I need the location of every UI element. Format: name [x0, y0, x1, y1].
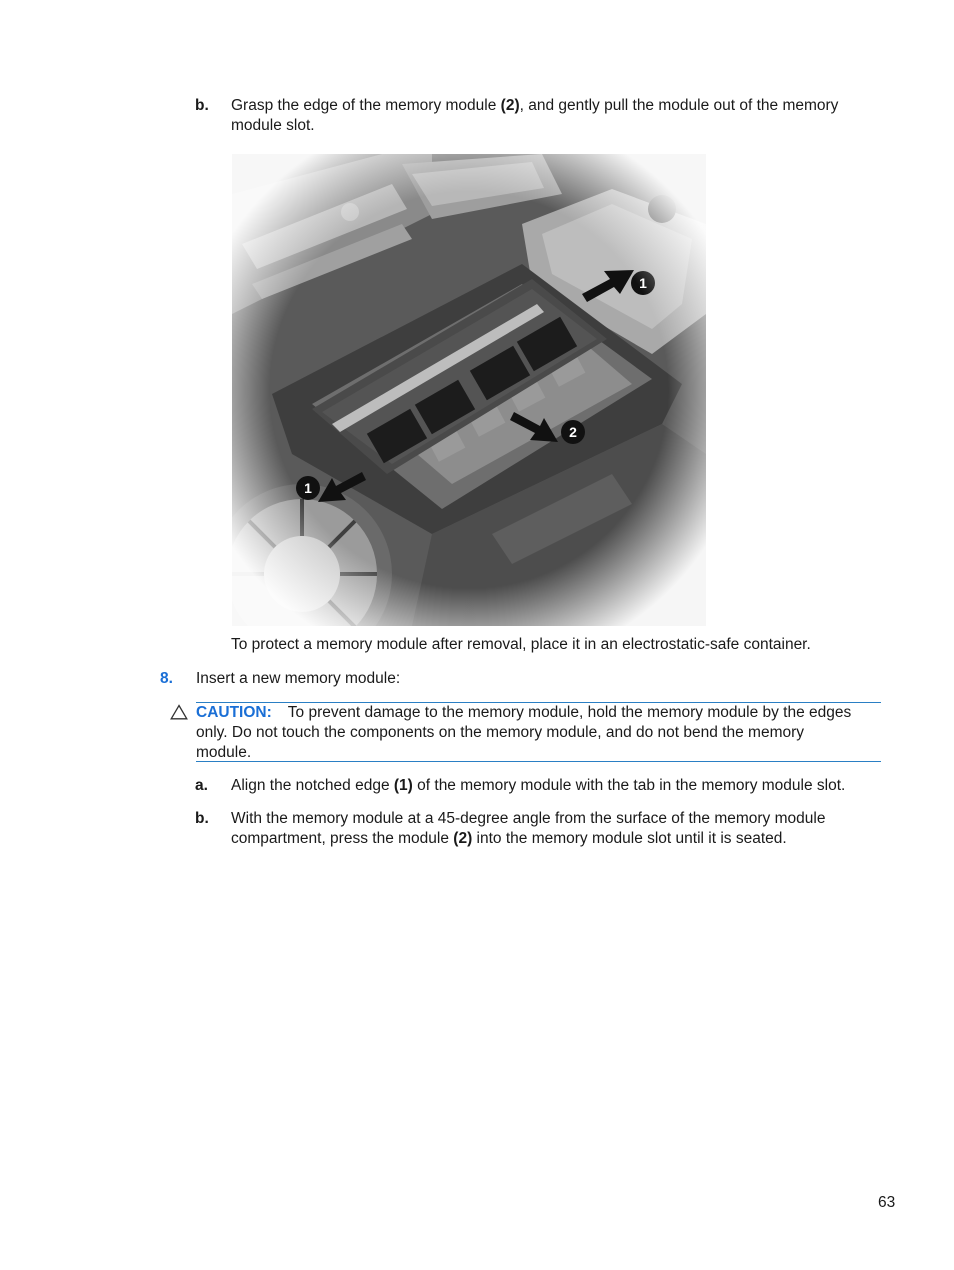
page-number: 63 [878, 1194, 896, 1211]
step-b2-line1: With the memory module at a 45-degree angle from the surface of the memory module [231, 810, 826, 827]
step-b2-line2-pre: compartment, press the module [231, 830, 454, 847]
caution-text [196, 703, 886, 763]
step-a-bold: (1) [393, 777, 413, 794]
caution-triangle-icon [170, 704, 188, 720]
removal-note: To protect a memory module after removal, place it in an electrostatic-safe container. [231, 636, 811, 653]
step-b-text [231, 96, 881, 136]
step-a-pre: Align the notched edge [231, 777, 394, 794]
step-a-marker: a. [195, 777, 208, 794]
step-b-line1-post: , and gently pull the module out of the memory [519, 97, 839, 114]
caution-line2: only. Do not touch the components on the memory module, and do not bend the memory [196, 724, 805, 741]
step-b2-text [231, 809, 891, 849]
memory-module-illustration [232, 154, 706, 626]
step-b2-line2-post: into the memory module slot until it is seated. [472, 830, 787, 847]
step-b-marker: b. [195, 97, 209, 114]
step-b2-marker: b. [195, 810, 209, 827]
caution-line1: To prevent damage to the memory module, hold the memory module by the edges [287, 704, 852, 721]
caution-label: CAUTION: [196, 704, 272, 721]
memory-module-figure [232, 154, 706, 626]
step-8-marker: 8. [160, 670, 173, 687]
caution-line3: module. [196, 744, 252, 761]
step-b-line2: module slot. [231, 117, 315, 134]
step-a-text [231, 776, 891, 796]
step-b-line1-bold: (2) [500, 97, 520, 114]
step-b-line1-pre: Grasp the edge of the memory module [231, 97, 501, 114]
step-8-text: Insert a new memory module: [196, 670, 401, 687]
caution-bottom-rule [196, 761, 881, 762]
step-a-post: of the memory module with the tab in the memory module slot. [412, 777, 846, 794]
step-b2-line2-bold: (2) [453, 830, 473, 847]
